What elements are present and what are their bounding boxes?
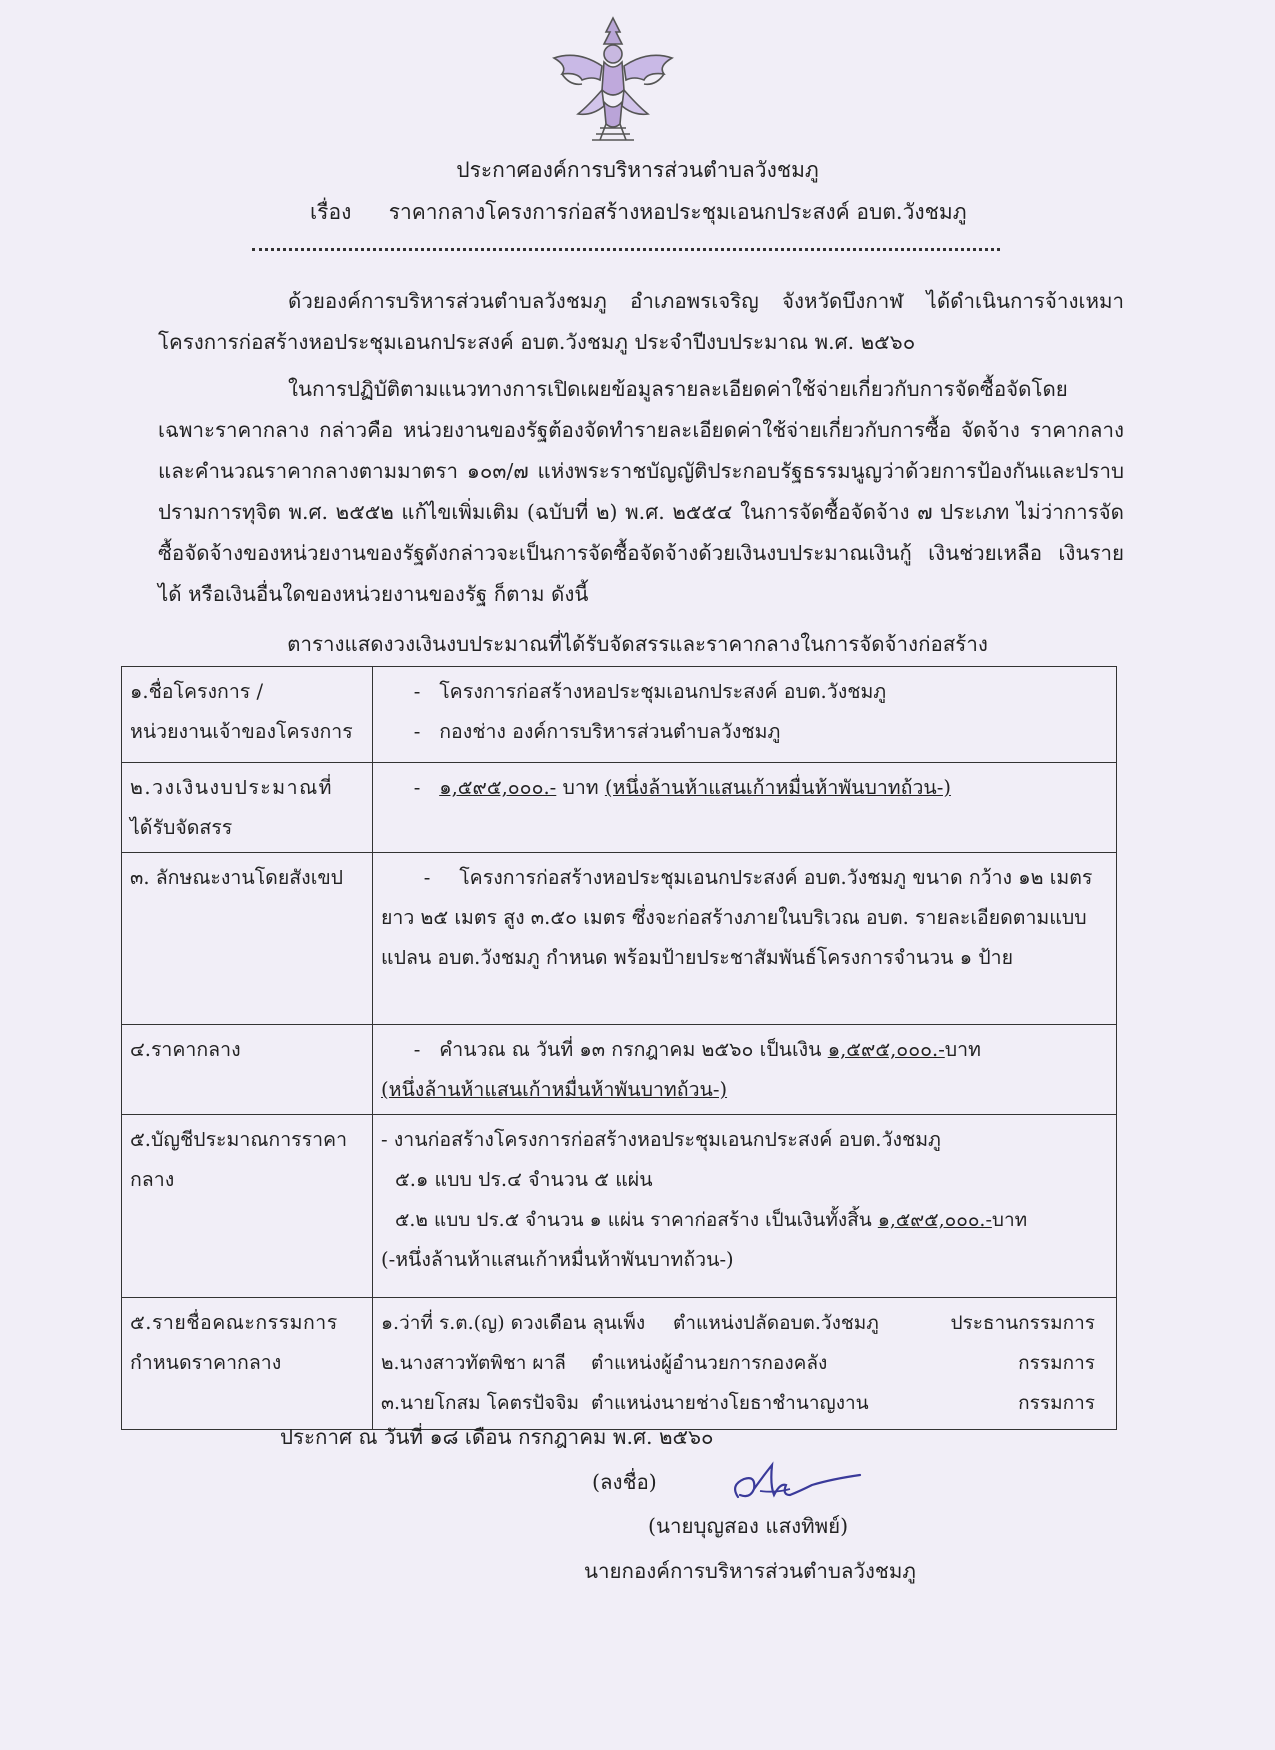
row3-value-cell [373, 853, 1117, 1025]
row1-value-line2: กองช่าง องค์การบริหารส่วนตำบลวังชมภู [439, 720, 781, 743]
table-row [122, 1025, 1117, 1115]
row2-label-line1: ๒.วงเงินงบประมาณที่ [130, 776, 334, 799]
row1-label-line2: หน่วยงานเจ้าของโครงการ [130, 720, 353, 743]
row4-label-cell [122, 1025, 373, 1115]
paragraph-2-text: ในการปฏิบัติตามแนวทางการเปิดเผยข้อมูลรายละเอียดค่าใช้จ่ายเกี่ยวกับการจัดซื้อจัดโดยเฉพาะราคากลาง กล่าวคือ หน่วยงานของรัฐต้องจัดทำรายละเอียดค่าใช้จ่ายเกี่ยวกับการซื้อ จัดจ้าง ราคากลางและคำนวณราคากลางตามมาตรา ๑๐๓/๗ แห่งพระราชบัญญัติประกอบรัฐธรรมนูญว่าด้วยการป้องกันและปราบปรามการทุจิต พ.ศ. ๒๕๕๒ แก้ไขเพิ่มเติม (ฉบับที่ ๒) พ.ศ. ๒๕๕๔ ในการจัดซื้อจัดจ้าง ๗ ประเภท ไม่ว่าการจัดซื้อจัดจ้างของหน่วยงานของรัฐดังกล่าวจะเป็นการจัดซื้อจัดจ้างด้วยเงินงบประมาณเงินกู้ เงินช่วยเหลือ เงินรายได้ หรือเงินอื่นใดของหน่วยงานของรัฐ ก็ตาม ดังนี้ [158, 377, 1124, 606]
committee-member [381, 1343, 1110, 1383]
row6-label-line1: ๕.รายชื่อคณะกรรมการ [130, 1311, 338, 1334]
row2-unit: บาท [562, 776, 599, 799]
paragraph-1-text: ด้วยองค์การบริหารส่วนตำบลวังชมภู อำเภอพรเจริญ จังหวัดบึงกาฬ ได้ดำเนินการจ้างเหมาโครงการก่อสร้างหอประชุมเอนกประสงค์ อบต.วังชมภู ประจำปีงบประมาณ พ.ศ. ๒๕๖๐ [158, 289, 1124, 354]
row6-label-cell [122, 1298, 373, 1430]
row3-label: ๓. ลักษณะงานโดยสังเขป [130, 866, 344, 889]
member-role: ประธานกรรมการ [950, 1312, 1095, 1334]
row5-line2: ๕.๑ แบบ ปร.๔ จำนวน ๕ แผ่น [395, 1168, 653, 1191]
member-name: ๒.นางสาวทัตพิชา ผาลี [381, 1352, 566, 1374]
row6-label-line2: กำหนดราคากลาง [130, 1351, 282, 1374]
member-position: ตำแหน่งนายช่างโยธาชำนาญงาน [591, 1392, 869, 1414]
signer-position: นายกองค์การบริหารส่วนตำบลวังชมภู [584, 1559, 916, 1583]
row2-label-line2: ได้รับจัดสรร [130, 816, 233, 839]
row3-value: โครงการก่อสร้างหอประชุมเอนกประสงค์ อบต.วังชมภู ขนาด กว้าง ๑๒ เมตร ยาว ๒๕ เมตร สูง ๓.๕๐ เมตร ซึ่งจะก่อสร้างภายในบริเวณ อบต. รายละเอียดตามแบบแปลน อบต.วังชมภู กำหนด พร้อมป้ายประชาสัมพันธ์โครงการจำนวน ๑ ป้าย [381, 866, 1093, 969]
member-position: ตำแหน่งผู้อำนวยการกองคลัง [591, 1352, 828, 1374]
row2-amount: ๑,๕๙๕,๐๐๐.- [439, 776, 557, 799]
announcement-title: ประกาศองค์การบริหารส่วนตำบลวังชมภู [456, 158, 819, 182]
bullet: - [413, 680, 421, 703]
member-role: กรรมการ [1018, 1392, 1095, 1414]
row4-value-cell [373, 1025, 1117, 1115]
row5-line3-amount: ๑,๕๙๕,๐๐๐.- [877, 1209, 992, 1231]
row5-line1: - งานก่อสร้างโครงการก่อสร้างหอประชุมเอนกประสงค์ อบต.วังชมภู [381, 1128, 941, 1151]
dotted-divider [252, 248, 1000, 251]
subject-label: เรื่อง [310, 200, 352, 224]
row6-value-cell [373, 1298, 1117, 1430]
row4-unit: บาท [944, 1038, 981, 1061]
row5-label-cell [122, 1115, 373, 1298]
signed-label: (ลงชื่อ) [592, 1470, 657, 1494]
bullet: - [423, 866, 431, 889]
row4-amount-text: (หนึ่งล้านห้าแสนเก้าหมื่นห้าพันบาทถ้วน-) [381, 1078, 728, 1101]
table-row [122, 853, 1117, 1025]
signer-name: (นายบุญสอง แสงทิพย์) [648, 1514, 849, 1538]
row2-value-cell [373, 763, 1117, 853]
row1-label-cell [122, 667, 373, 763]
bullet: - [413, 776, 421, 799]
announce-date: ประกาศ ณ วันที่ ๑๘ เดือน กรกฎาคม พ.ศ. ๒๕๖๐ [280, 1425, 714, 1449]
member-position: ตำแหน่งปลัดอบต.วังชมภู [673, 1312, 879, 1334]
row1-label-line1: ๑.ชื่อโครงการ / [130, 680, 264, 703]
garuda-emblem-icon [548, 10, 678, 150]
row5-line3-prefix: ๕.๒ แบบ ปร.๕ จำนวน ๑ แผ่น ราคาก่อสร้าง เป็นเงินทั้งสิ้น [395, 1209, 872, 1231]
paragraph-1 [158, 281, 1124, 363]
row5-label-line1: ๕.บัญชีประมาณการราคา [130, 1128, 348, 1151]
subject-text: ราคากลางโครงการก่อสร้างหอประชุมเอนกประสงค์ อบต.วังชมภู [388, 200, 967, 224]
row5-line4: (-หนึ่งล้านห้าแสนเก้าหมื่นห้าพันบาทถ้วน-) [381, 1248, 734, 1271]
signature-icon [720, 1455, 870, 1515]
bullet: - [413, 1038, 421, 1061]
row5-line3-unit: บาท [991, 1209, 1028, 1231]
table-row [122, 1298, 1117, 1430]
table-row [122, 763, 1117, 853]
budget-table [121, 666, 1117, 1430]
row2-label-cell [122, 763, 373, 853]
table-row [122, 667, 1117, 763]
row4-value-prefix: คำนวณ ณ วันที่ ๑๓ กรกฎาคม ๒๕๖๐ เป็นเงิน [439, 1038, 822, 1061]
row5-label-line2: กลาง [130, 1168, 175, 1191]
member-name: ๑.ว่าที่ ร.ต.(ญ) ดวงเดือน ลุนเพ็ง [381, 1312, 646, 1334]
subject-line [310, 196, 967, 229]
committee-member [381, 1383, 1110, 1423]
row5-value-cell [373, 1115, 1117, 1298]
bullet: - [413, 720, 421, 743]
row2-amount-text: (หนึ่งล้านห้าแสนเก้าหมื่นห้าพันบาทถ้วน-) [604, 776, 951, 799]
paragraph-2 [158, 369, 1124, 615]
table-row [122, 1115, 1117, 1298]
committee-member [381, 1303, 1110, 1343]
row4-amount: ๑,๕๙๕,๐๐๐.- [827, 1038, 945, 1061]
row4-label: ๔.ราคากลาง [130, 1038, 241, 1061]
row3-label-cell [122, 853, 373, 1025]
row1-value-cell [373, 667, 1117, 763]
member-name: ๓.นายโกสม โคตรปัจจิม [381, 1392, 579, 1414]
row1-value-line1: โครงการก่อสร้างหอประชุมเอนกประสงค์ อบต.วังชมภู [439, 680, 887, 703]
member-role: กรรมการ [1018, 1352, 1095, 1374]
table-caption: ตารางแสดงวงเงินงบประมาณที่ได้รับจัดสรรและราคากลางในการจัดจ้างก่อสร้าง [287, 632, 988, 656]
